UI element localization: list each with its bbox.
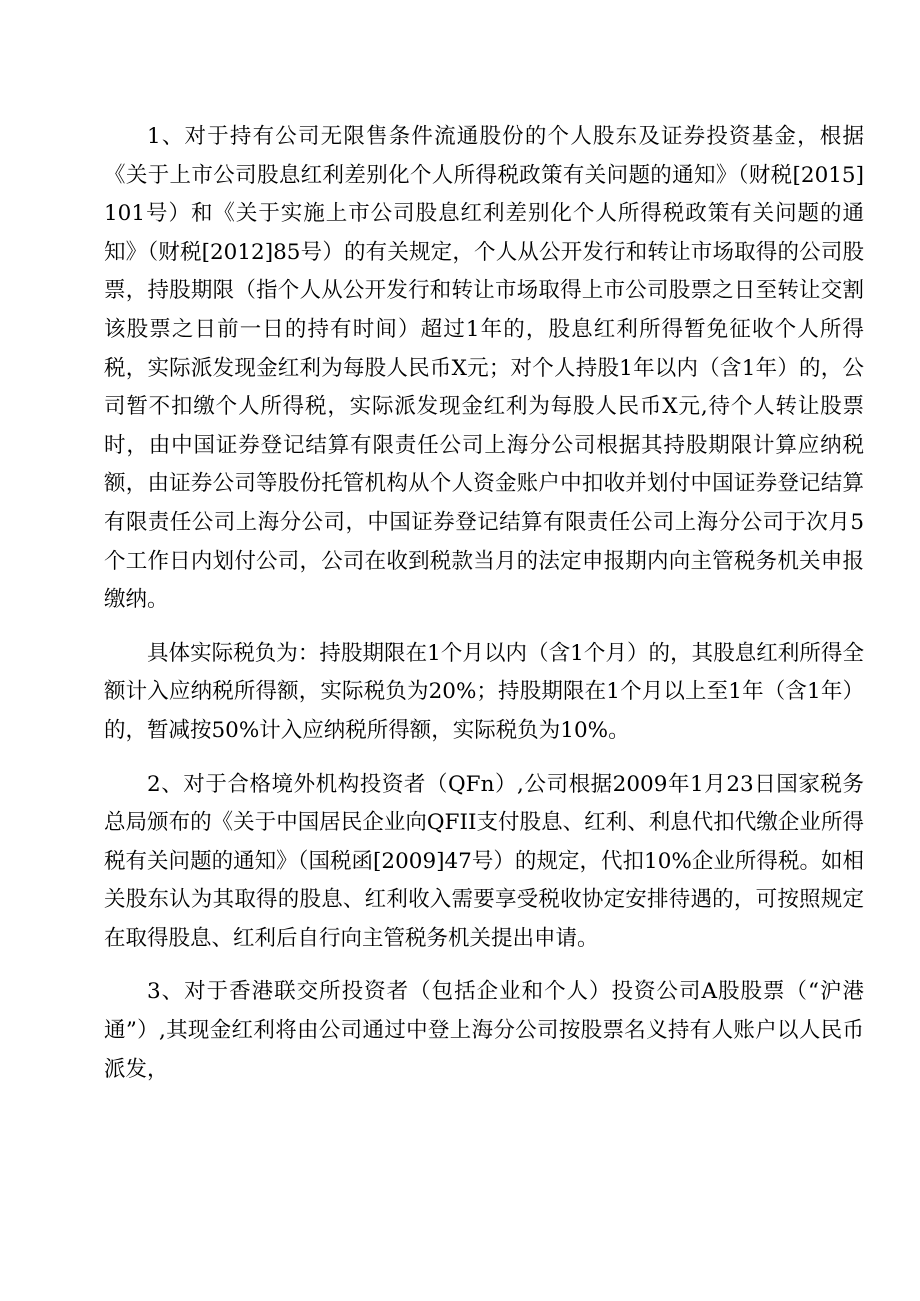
paragraph-tax-burden: 具体实际税负为：持股期限在1个月以内（含1个月）的，其股息红利所得全额计入应纳税所得额，实际税负为20%；持股期限在1个月以上至1年（含1年）的，暂减按50%计入应纳税所得额，实际税负为10%。 [104,640,864,743]
paragraph-gap [104,620,864,635]
paragraph-individual-shareholders: 1、对于持有公司无限售条件流通股份的个人股东及证券投资基金，根据《关于上市公司股息红利差别化个人所得税政策有关问题的通知》（财税[2015]101号）和《关于实施上市公司股息红利差别化个人所得税政策有关问题的通知》（财税[2012]85号）的有关规定，个人从公开发行和转让市场取得的公司股票，持股期限（指个人从公开发行和转让市场取得上市公司股票之日至转让交割该股票之日前一日的持有时间）超过1年的，股息红利所得暂免征收个人所得税，实际派发现金红利为每股人民币X元；对个人持股1年以内（含1年）的，公司暂不扣缴个人所得税，实际派发现金红利为每股人民币X元,待个人转让股票时，由中国证券登记结算有限责任公司上海分公司根据其持股期限计算应纳税额，由证券公司等股份托管机构从个人资金账户中扣收并划付中国证券登记结算有限责任公司上海分公司，中国证券登记结算有限责任公司上海分公司于次月5个工作日内划付公司，公司在收到税款当月的法定申报期内向主管税务机关申报缴纳。 [104,124,864,613]
paragraph-gap [104,958,864,973]
paragraph-gap [104,751,864,766]
document-page [104,118,864,1089]
paragraph-hk-connect: 3、对于香港联交所投资者（包括企业和个人）投资公司A股股票（“沪港通”）,其现金红利将由公司通过中登上海分公司按股票名义持有人账户以人民币派发， [104,979,864,1082]
paragraph-qfii: 2、对于合格境外机构投资者（QFn）,公司根据2009年1月23日国家税务总局颁布的《关于中国居民企业向QFII支付股息、红利、利息代扣代缴企业所得税有关问题的通知》（国税函[2009]47号）的规定，代扣10%企业所得税。如相关股东认为其取得的股息、红利收入需要享受税收协定安排待遇的，可按照规定在取得股息、红利后自行向主管税务机关提出申请。 [104,771,864,951]
